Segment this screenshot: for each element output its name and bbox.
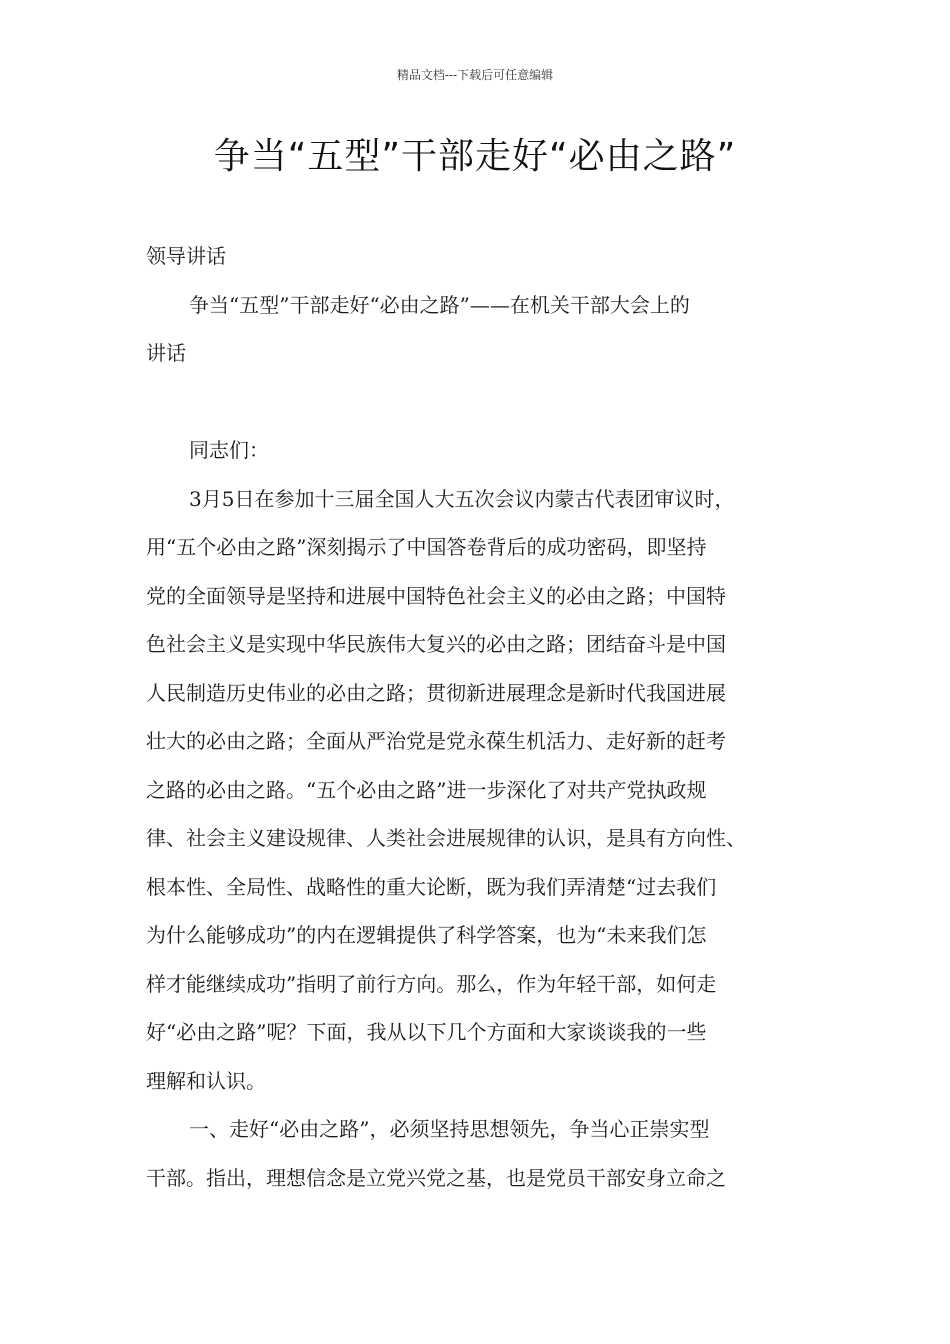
- paragraph-line: 根本性、全局性、战略性的重大论断，既为我们弄清楚“过去我们: [146, 874, 717, 899]
- paragraph-line: 律、社会主义建设规律、人类社会进展规律的认识，是具有方向性、: [146, 826, 746, 850]
- paragraph-line: 干部。指出，理想信念是立党兴党之基，也是党员干部安身立命之: [146, 1165, 726, 1190]
- paragraph-line: 壮大的必由之路；全面从严治党是党永葆生机活力、走好新的赶考: [146, 729, 726, 753]
- paragraph-line: 用“五个必由之路”深刻揭示了中国答卷背后的成功密码，即坚持: [146, 535, 707, 559]
- paragraph-line: 之路的必由之路。“五个必由之路”进一步深化了对共产党执政规: [146, 777, 707, 802]
- subtitle-line: 讲话: [146, 341, 186, 365]
- page-header-note: 精品文档---下载后可任意编辑: [396, 68, 554, 82]
- paragraph-line: 色社会主义是实现中华民族伟大复兴的必由之路；团结奋斗是中国: [146, 632, 726, 656]
- paragraph-line: 一、走好“必由之路”，必须坚持思想领先，争当心正崇实型: [189, 1117, 710, 1141]
- subtitle-line: 争当“五型”干部走好“必由之路”——在机关干部大会上的: [189, 292, 690, 317]
- document-title: 争当“五型”干部走好“必由之路”: [213, 136, 737, 177]
- paragraph-line: 理解和认识。: [146, 1068, 266, 1093]
- salutation: 同志们：: [189, 438, 269, 462]
- paragraph-line: 党的全面领导是坚持和进展中国特色社会主义的必由之路；中国特: [146, 583, 726, 608]
- document-body: [146, 232, 811, 1202]
- paragraph-line: 好“必由之路”呢？下面，我从以下几个方面和大家谈谈我的一些: [146, 1020, 707, 1044]
- blank-line: [146, 378, 811, 427]
- paragraph-line: 3月5日在参加十三届全国人大五次会议内蒙古代表团审议时，: [189, 486, 735, 511]
- category-label: 领导讲话: [146, 244, 226, 268]
- paragraph-line: 样才能继续成功”指明了前行方向。那么，作为年轻干部，如何走: [146, 971, 717, 996]
- paragraph-line: 为什么能够成功”的内在逻辑提供了科学答案，也为“未来我们怎: [146, 923, 707, 947]
- paragraph-line: 人民制造历史伟业的必由之路；贯彻新进展理念是新时代我国进展: [146, 680, 726, 705]
